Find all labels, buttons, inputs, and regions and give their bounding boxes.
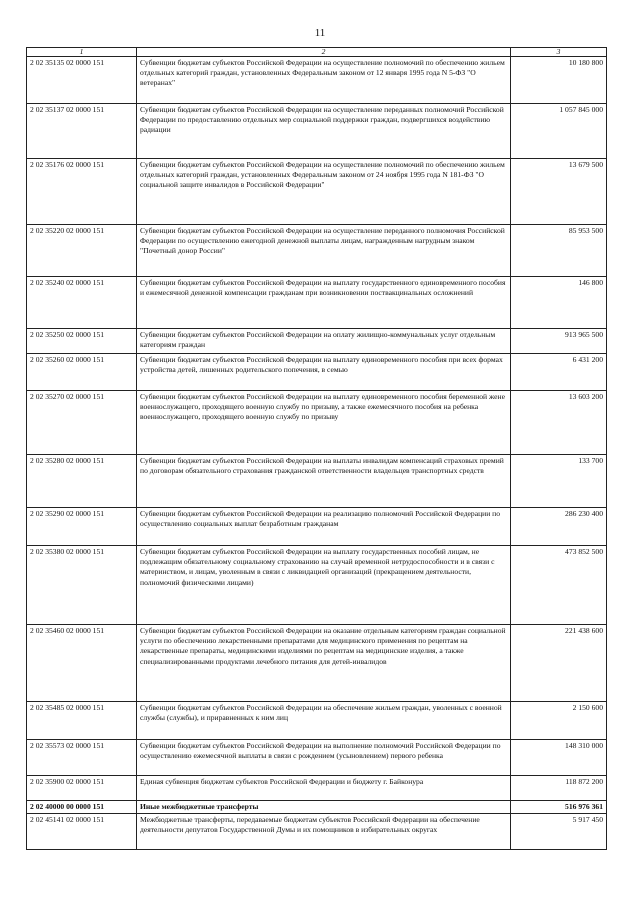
row-description: Субвенции бюджетам субъектов Российской Федерации на осуществление переданных полномочий Российской Федерации по предоставлению отдельных мер социальной поддержки граждан, подвергшихся воздействию радиации <box>137 104 511 159</box>
row-description: Субвенции бюджетам субъектов Российской Федерации на выплаты инвалидам компенсаций страховых премий по договорам обязательного страхования гражданской ответственности владельцев транспортных средств <box>137 455 511 508</box>
row-code: 2 02 35900 02 0000 151 <box>27 776 137 801</box>
table-row <box>27 455 607 508</box>
table-row <box>27 104 607 159</box>
row-code: 2 02 35380 02 0000 151 <box>27 546 137 625</box>
table-row-total <box>27 801 607 814</box>
row-description: Субвенции бюджетам субъектов Российской Федерации на выплату единовременного пособия при всех формах устройства детей, лишенных родительского попечения, в семью <box>137 354 511 391</box>
table-row <box>27 814 607 850</box>
row-amount: 148 310 000 <box>511 740 607 776</box>
row-description: Субвенции бюджетам субъектов Российской Федерации на осуществление переданного полномочия Российской Федерации по осуществлению ежегодной денежной выплаты лицам, награжденным нагрудным знаком "Почетный донор России" <box>137 225 511 277</box>
row-amount: 146 800 <box>511 277 607 329</box>
row-amount: 473 852 500 <box>511 546 607 625</box>
row-amount: 13 603 200 <box>511 391 607 455</box>
table-row <box>27 225 607 277</box>
budget-table <box>26 47 607 850</box>
row-description: Субвенции бюджетам субъектов Российской Федерации на осуществление полномочий по обеспечению жильем отдельных категорий граждан, установленных Федеральным законом от 24 ноября 1995 года N 181-ФЗ "О социальной защите инвалидов в Российской Федерации" <box>137 159 511 225</box>
row-amount: 118 872 200 <box>511 776 607 801</box>
page-number: 11 <box>314 27 326 39</box>
row-description: Субвенции бюджетам субъектов Российской Федерации на выполнение полномочий Российской Федерации по осуществлению ежемесячной выплаты в связи с рождением (усыновлением) первого ребенка <box>137 740 511 776</box>
column-header-3: 3 <box>511 48 607 57</box>
table-row <box>27 277 607 329</box>
row-amount: 2 150 600 <box>511 702 607 740</box>
column-header-1: 1 <box>27 48 137 57</box>
row-code: 2 02 35460 02 0000 151 <box>27 625 137 702</box>
table-row <box>27 354 607 391</box>
row-code: 2 02 45141 02 0000 151 <box>27 814 137 850</box>
row-description: Субвенции бюджетам субъектов Российской Федерации на выплату единовременного пособия беременной жене военнослужащего, проходящего военную службу по призыву, а также ежемесячного пособия на ребенка военнослужащего, проходящего военную службу по призыву <box>137 391 511 455</box>
row-code: 2 02 35137 02 0000 151 <box>27 104 137 159</box>
table-row <box>27 702 607 740</box>
table-row <box>27 329 607 354</box>
table-row <box>27 391 607 455</box>
row-amount: 221 438 600 <box>511 625 607 702</box>
row-code: 2 02 35135 02 0000 151 <box>27 57 137 104</box>
row-amount: 133 700 <box>511 455 607 508</box>
row-code: 2 02 35176 02 0000 151 <box>27 159 137 225</box>
row-amount: 286 230 400 <box>511 508 607 546</box>
row-amount: 5 917 450 <box>511 814 607 850</box>
table-row <box>27 159 607 225</box>
row-amount: 85 953 500 <box>511 225 607 277</box>
row-code: 2 02 35270 02 0000 151 <box>27 391 137 455</box>
row-description: Субвенции бюджетам субъектов Российской Федерации на оказание отдельным категориям граждан социальной услуги по обеспечению лекарственными препаратами для медицинского применения по рецептам на лекарственные препараты, медицинскими изделиями по рецептам на медицинские изделия, а также специализированными продуктами лечебного питания для детей-инвалидов <box>137 625 511 702</box>
row-description: Субвенции бюджетам субъектов Российской Федерации на выплату государственного единовременного пособия и ежемесячной денежной компенсации гражданам при возникновении поствакцинальных осложнений <box>137 277 511 329</box>
table-row <box>27 776 607 801</box>
column-header-2: 2 <box>137 48 511 57</box>
table-row <box>27 546 607 625</box>
row-description: Субвенции бюджетам субъектов Российской Федерации на осуществление полномочий по обеспечению жильем отдельных категорий граждан, установленных Федеральным законом от 12 января 1995 года N 5-ФЗ "О ветеранах" <box>137 57 511 104</box>
row-code: 2 02 35260 02 0000 151 <box>27 354 137 391</box>
row-amount: 516 976 361 <box>511 801 607 814</box>
row-amount: 13 679 500 <box>511 159 607 225</box>
row-code: 2 02 35240 02 0000 151 <box>27 277 137 329</box>
row-code: 2 02 35573 02 0000 151 <box>27 740 137 776</box>
row-code: 2 02 35250 02 0000 151 <box>27 329 137 354</box>
row-description: Субвенции бюджетам субъектов Российской Федерации на реализацию полномочий Российской Федерации по осуществлению социальных выплат безработным гражданам <box>137 508 511 546</box>
row-amount: 6 431 200 <box>511 354 607 391</box>
table-row <box>27 57 607 104</box>
row-description: Иные межбюджетные трансферты <box>137 801 511 814</box>
row-description: Субвенции бюджетам субъектов Российской Федерации на обеспечение жильем граждан, уволенных с военной службы (службы), и приравненных к ним лиц <box>137 702 511 740</box>
row-code: 2 02 40000 00 0000 151 <box>27 801 137 814</box>
row-code: 2 02 35220 02 0000 151 <box>27 225 137 277</box>
row-amount: 1 057 845 000 <box>511 104 607 159</box>
row-code: 2 02 35290 02 0000 151 <box>27 508 137 546</box>
row-description: Межбюджетные трансферты, передаваемые бюджетам субъектов Российской Федерации на обеспечение деятельности депутатов Государственной Думы и их помощников в избирательных округах <box>137 814 511 850</box>
table-row <box>27 625 607 702</box>
table-row <box>27 508 607 546</box>
row-amount: 10 180 800 <box>511 57 607 104</box>
table-header-row <box>27 48 607 57</box>
row-amount: 913 965 500 <box>511 329 607 354</box>
row-description: Единая субвенция бюджетам субъектов Российской Федерации и бюджету г. Байконура <box>137 776 511 801</box>
row-code: 2 02 35280 02 0000 151 <box>27 455 137 508</box>
row-description: Субвенции бюджетам субъектов Российской Федерации на оплату жилищно-коммунальных услуг отдельным категориям граждан <box>137 329 511 354</box>
table-row <box>27 740 607 776</box>
row-description: Субвенции бюджетам субъектов Российской Федерации на выплату государственных пособий лицам, не подлежащим обязательному социальному страхованию на случай временной нетрудоспособности и в связи с материнством, и лицам, уволенным в связи с ликвидацией организаций (прекращением деятельности, полномочий физическими лицами) <box>137 546 511 625</box>
row-code: 2 02 35485 02 0000 151 <box>27 702 137 740</box>
